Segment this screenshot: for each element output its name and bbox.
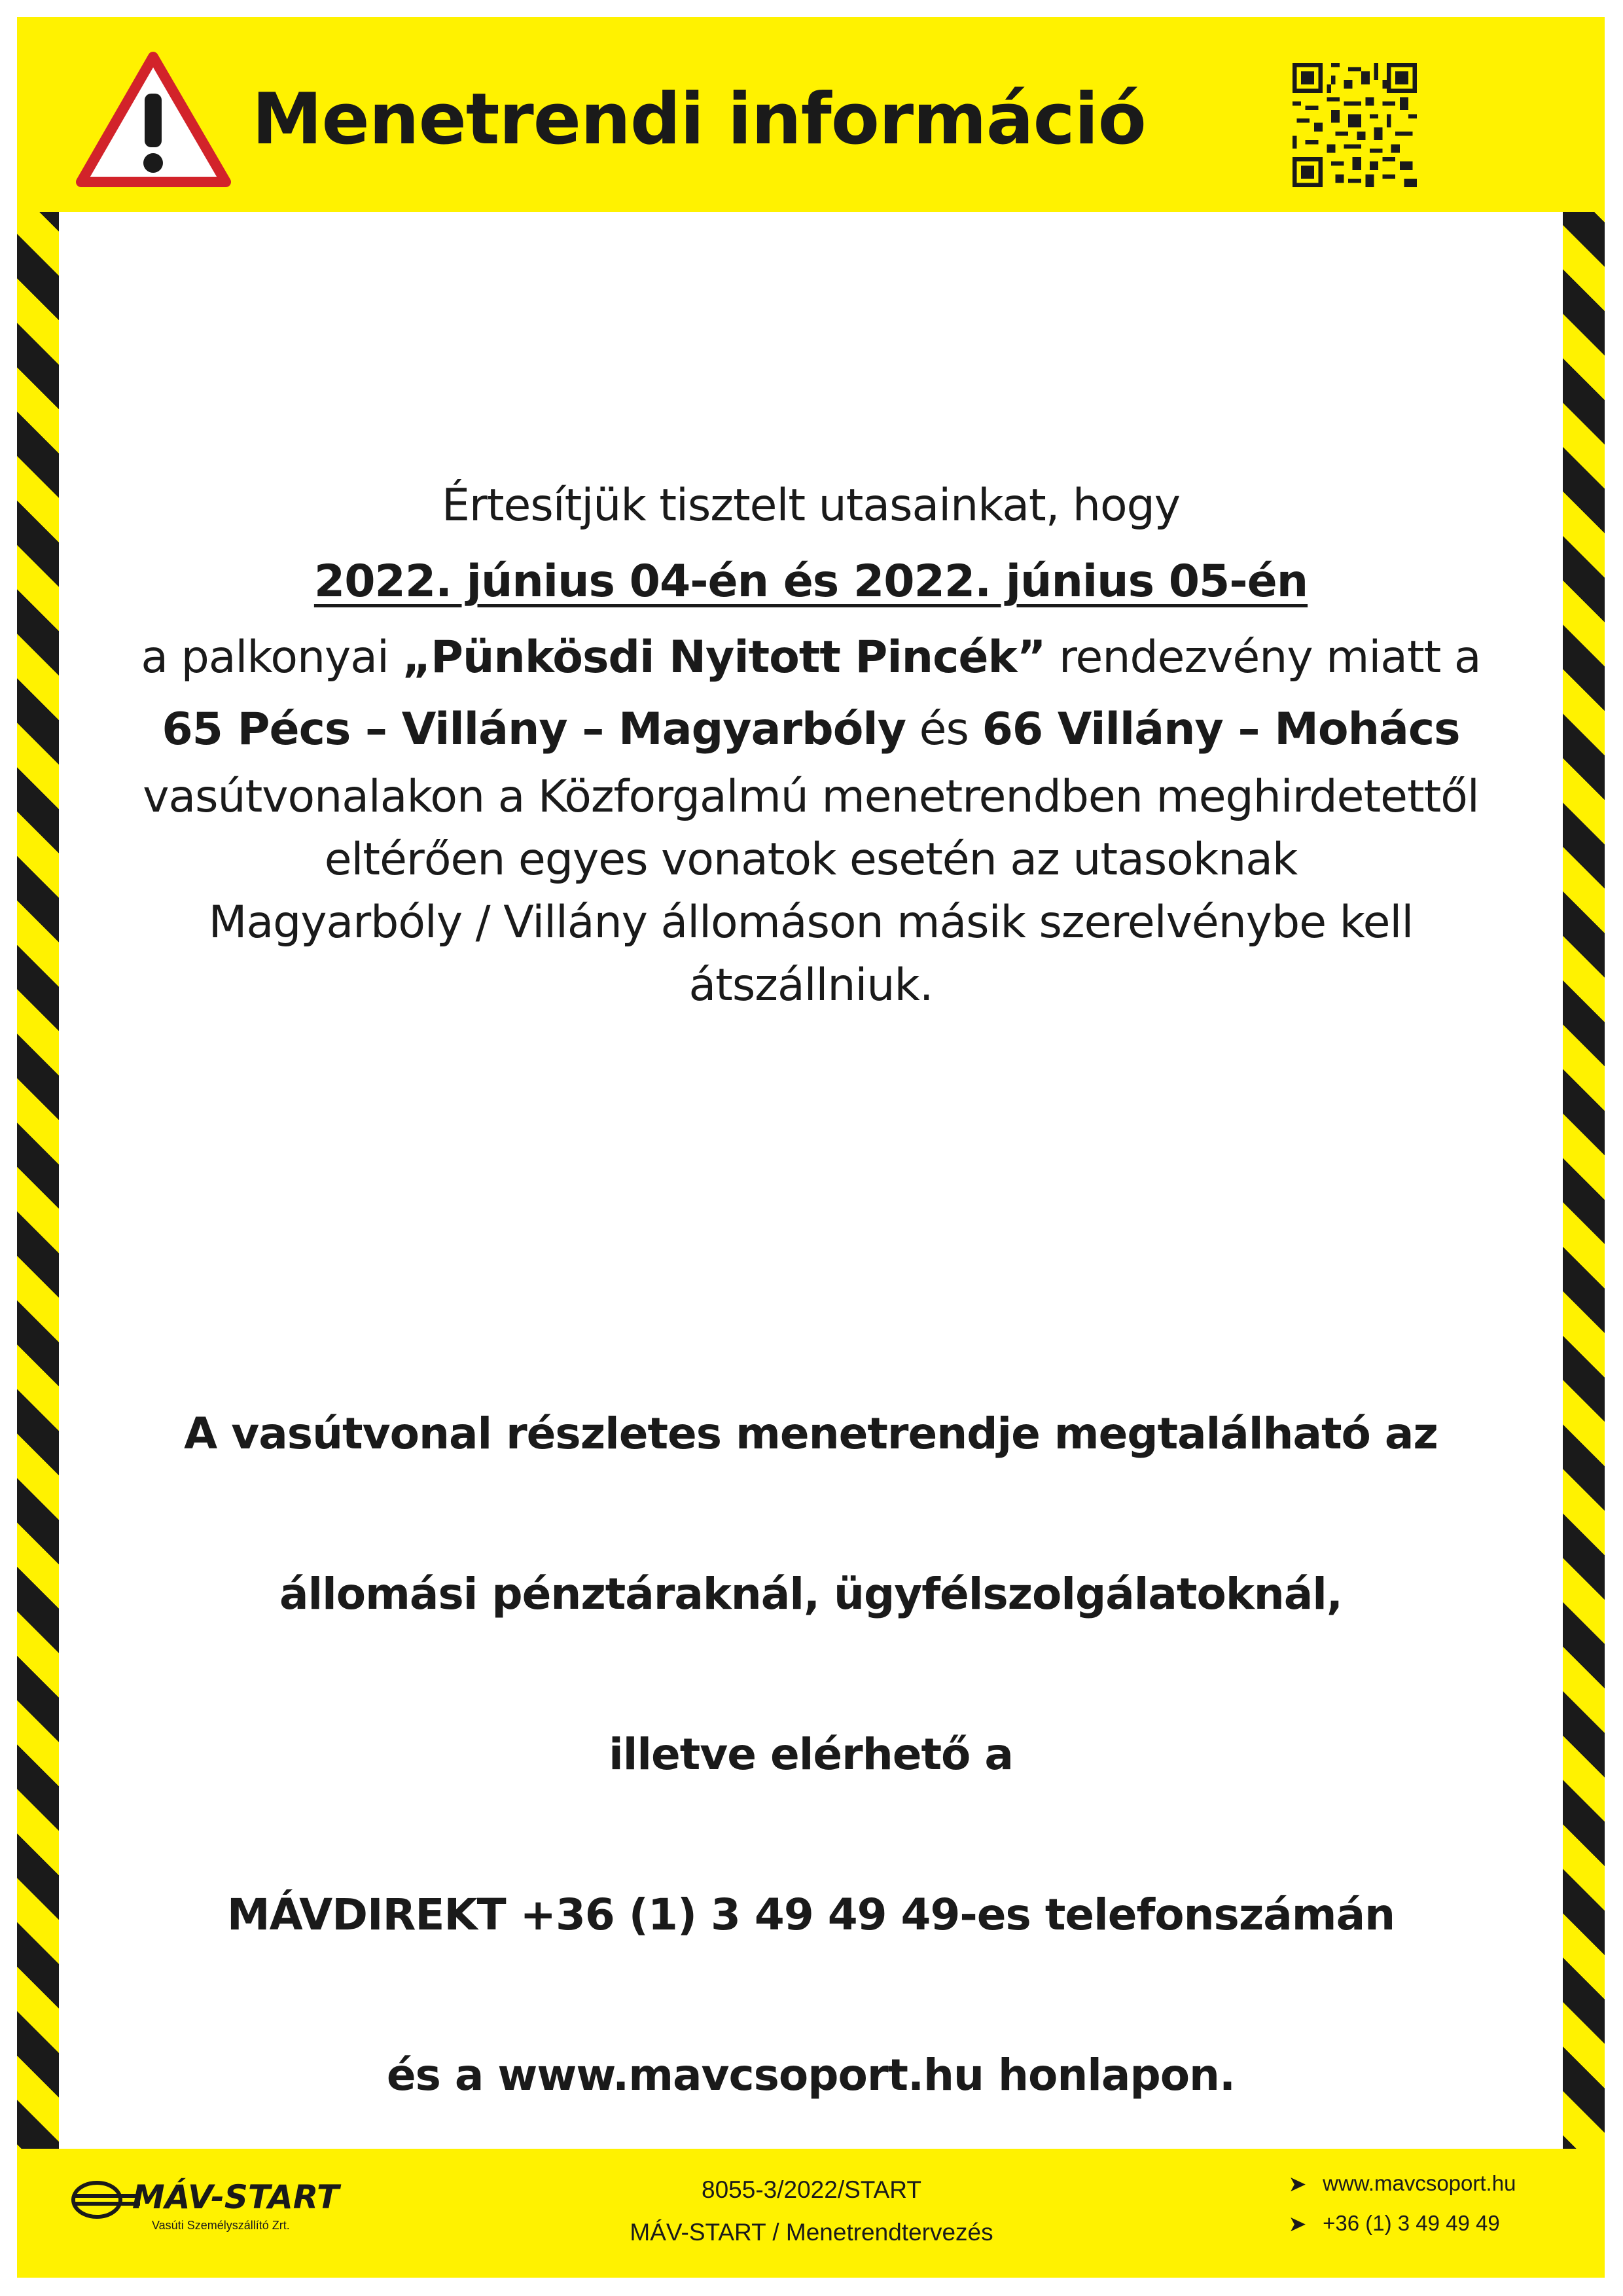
info-line-1: A vasútvonal részletes menetrendje megtalálható az: [184, 1408, 1438, 1459]
notice-line-4: eltérően egyes vonatok esetén az utasoknak: [324, 834, 1298, 886]
notice-line-6: átszállniuk.: [688, 960, 933, 1011]
event-line: [59, 622, 1563, 694]
logo-subtext: Vasúti Személyszállító Zrt.: [152, 2219, 290, 2232]
chevron-right-icon: ➤: [1289, 2214, 1306, 2235]
department: MÁV-START / Menetrendtervezés: [630, 2219, 993, 2246]
intro-text: Értesítjük tisztelt utasainkat, hogy: [441, 480, 1181, 531]
event-name: „Pünkösdi Nyitott Pincék”: [402, 632, 1046, 683]
notice-text: [59, 470, 1563, 1017]
logo-text: MÁV-START: [132, 2178, 340, 2216]
mav-start-logo: [71, 2173, 340, 2238]
chevron-right-icon: ➤: [1289, 2174, 1306, 2195]
info-line-4: MÁVDIREKT +36 (1) 3 49 49 49-es telefonszámán: [226, 1890, 1395, 1940]
website-text: www.mavcsoport.hu: [1323, 2171, 1516, 2195]
event-suffix: rendezvény miatt a: [1045, 632, 1481, 683]
info-line-2: állomási pénztáraknál, ügyfélszolgálatoknál,: [279, 1569, 1342, 1619]
phone-text: +36 (1) 3 49 49 49: [1323, 2211, 1500, 2235]
page-title: Menetrendi információ: [252, 79, 1146, 160]
info-line-5: és a www.mavcsoport.hu honlapon.: [386, 2050, 1236, 2100]
line-66: 66 Villány – Mohács: [982, 704, 1460, 755]
notice-line-5: Magyarbóly / Villány állomáson másik szerelvénybe kell: [208, 897, 1414, 948]
line-65: 65 Pécs – Villány – Magyarbóly: [162, 704, 906, 755]
railway-lines: [59, 694, 1563, 766]
info-text: [59, 1354, 1563, 2155]
qr-code-icon[interactable]: [1293, 63, 1417, 187]
and-word: és: [906, 704, 982, 755]
document-number: 8055-3/2022/START: [702, 2176, 921, 2203]
info-line-3: illetve elérhető a: [609, 1729, 1013, 1780]
date-range: 2022. június 04-én és 2022. június 05-én: [313, 556, 1308, 607]
footer-phone[interactable]: [1289, 2211, 1500, 2236]
event-prefix: a palkonyai: [141, 632, 402, 683]
warning-triangle-icon: [73, 49, 234, 190]
notice-line-3: vasútvonalakon a Közforgalmú menetrendben meghirdetettől: [143, 771, 1479, 823]
footer-website[interactable]: [1289, 2171, 1516, 2196]
